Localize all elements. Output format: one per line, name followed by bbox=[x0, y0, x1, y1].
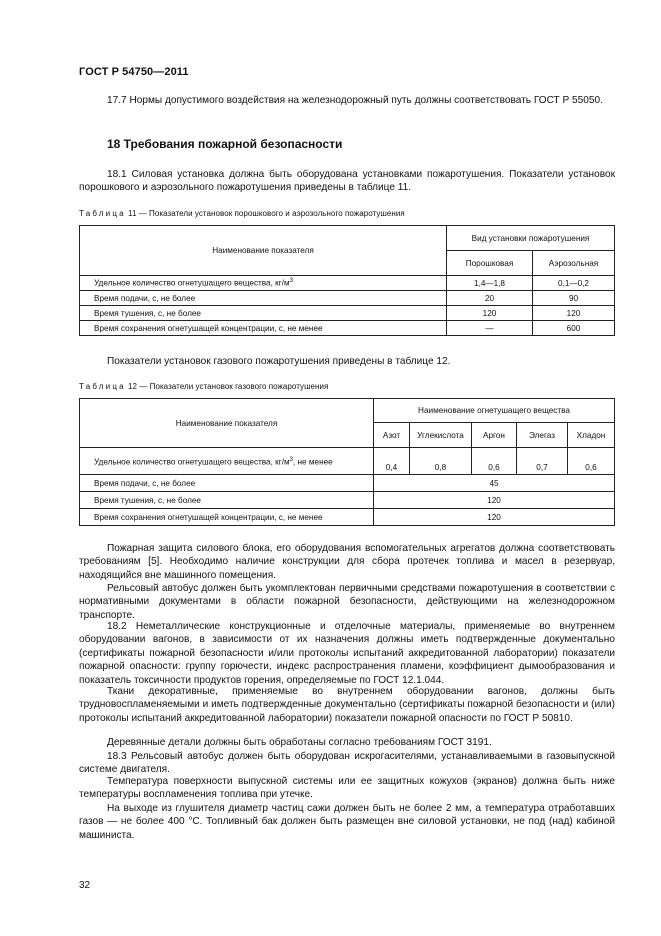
table-header-row bbox=[80, 226, 615, 251]
paragraph: Деревянные детали должны быть обработаны согласно требованиям ГОСТ 3191. bbox=[107, 737, 492, 748]
header-name: Наименование показателя bbox=[80, 226, 447, 276]
row-name: Время подачи, с, не более bbox=[80, 291, 447, 306]
caption-prefix: Таблица bbox=[79, 382, 126, 391]
table-row bbox=[80, 291, 615, 306]
paragraph: Пожарная защита силового блока, его оборудования вспомогательных агрегатов должна соответствовать требованиям [5]. Необходимо наличие конструкции для сбора протечек топлива и масел в резервуар, находящийся вне машинного помещения. bbox=[79, 543, 615, 581]
row-value: 0,6 bbox=[472, 448, 517, 475]
row-name: Время тушения, с, не более bbox=[80, 492, 374, 509]
row-value: 0,6 bbox=[568, 448, 615, 475]
row-name: Время сохранения огнетушащей концентрации, с, не менее bbox=[80, 509, 374, 526]
row-name: Удельное количество огнетушащего вещества, $кг/м^3$, не менее bbox=[80, 448, 374, 475]
row-name: Удельное количество огнетушащего вещества, $кг/м^3$ bbox=[80, 276, 447, 291]
doc-header: ГОСТ Р 54750—2011 bbox=[79, 66, 189, 78]
header-group: Вид установки пожаротушения bbox=[447, 226, 615, 251]
paragraph: 18.2 Неметаллические конструкционные и отделочные материалы, применяемые во внутреннем оборудовании вагонов, в зависимости от их назначения должны иметь подтвержденные документально (сертификаты пожарной безопасности и/или протоколы испытаний аккредитованной лаборатории) показатели пожарной опасности: группу горючести, индекс распространения пламени, коэффициент дымообразования и показатель токсичности продуктов горения, определяемые по ГОСТ 12.1.044. bbox=[79, 621, 615, 686]
caption-prefix: Таблица bbox=[79, 209, 126, 218]
row-value: 120 bbox=[374, 492, 615, 509]
paragraph: Рельсовый автобус должен быть укомплектован первичными средствами пожаротушения в соответствии с нормативными документами в области пожарной безопасности, действующими на железнодорожном транспорте. bbox=[79, 583, 615, 621]
row-value: 0,8 bbox=[410, 448, 472, 475]
table-row bbox=[80, 475, 615, 492]
table-11 bbox=[79, 225, 615, 336]
table-11-caption bbox=[79, 209, 405, 218]
table-row bbox=[80, 321, 615, 336]
caption-text: 11 — Показатели установок порошкового и аэрозольного пожаротушения bbox=[125, 209, 405, 218]
table-12 bbox=[79, 398, 615, 526]
paragraph: На выходе из глушителя диаметр частиц сажи должен быть не более 2 мм, а температура отработавших газов — не более 400 °С. Топливный бак должен быть размещен вне силовой установки, не под (над) кабиной машиниста. bbox=[79, 803, 615, 841]
header-col: Углекислота bbox=[410, 423, 472, 448]
header-group: Наименование огнетушащего вещества bbox=[374, 399, 615, 423]
row-value: 45 bbox=[374, 475, 615, 492]
header-col: Азот bbox=[374, 423, 410, 448]
header-col-powder: Порошковая bbox=[447, 251, 533, 276]
row-value: 120 bbox=[374, 509, 615, 526]
caption-text: 12 — Показатели установок газового пожаротушения bbox=[125, 382, 329, 391]
header-name: Наименование показателя bbox=[80, 399, 374, 448]
header-col: Хладон bbox=[568, 423, 615, 448]
table-row bbox=[80, 448, 615, 475]
row-value: 600 bbox=[533, 321, 615, 336]
paragraph-gas: Показатели установок газового пожаротушения приведены в таблице 12. bbox=[107, 356, 451, 367]
row-value: 20 bbox=[447, 291, 533, 306]
row-value: 0,4 bbox=[374, 448, 410, 475]
table-row bbox=[80, 509, 615, 526]
header-col-aerosol: Аэрозольная bbox=[533, 251, 615, 276]
header-col: Элегаз bbox=[517, 423, 568, 448]
paragraph-18-1: 18.1 Силовая установка должна быть оборудована установками пожаротушения. Показатели установок порошкового и аэрозольного пожаротушения приведены в таблице 11. bbox=[79, 169, 615, 194]
paragraph: 18.3 Рельсовый автобус должен быть оборудован искрогасителями, устанавливаемыми в газовыпускной системе двигателя. bbox=[79, 751, 615, 776]
row-name: Время тушения, с, не более bbox=[80, 306, 447, 321]
row-value: 90 bbox=[533, 291, 615, 306]
page-number: 32 bbox=[79, 880, 91, 891]
table-row bbox=[80, 492, 615, 509]
table-row bbox=[80, 306, 615, 321]
paragraph: Ткани декоративные, применяемые во внутреннем оборудовании вагонов, должны быть трудновоспламеняемыми и иметь подтвержденные документально (сертификаты пожарной безопасности и (или) протоколы испытаний аккредитованной лаборатории) показатели пожарной опасности по ГОСТ Р 50810. bbox=[79, 686, 615, 724]
table-header-row bbox=[80, 399, 615, 423]
table-12-caption bbox=[79, 382, 328, 391]
row-value: 0,7 bbox=[517, 448, 568, 475]
section-title: 18 Требования пожарной безопасности bbox=[107, 137, 343, 151]
paragraph-17-7: 17.7 Нормы допустимого воздействия на железнодорожный путь должны соответствовать ГОСТ Р 55050. bbox=[107, 95, 603, 106]
row-value: — bbox=[447, 321, 533, 336]
header-col: Аргон bbox=[472, 423, 517, 448]
paragraph: Температура поверхности выпускной системы или ее защитных кожухов (экранов) должна быть ниже температуры воспламенения топлива при утечке. bbox=[79, 776, 615, 801]
row-value: 120 bbox=[533, 306, 615, 321]
row-value: 0,1—0,2 bbox=[533, 276, 615, 291]
row-name: Время сохранения огнетушащей концентрации, с, не менее bbox=[80, 321, 447, 336]
row-value: 120 bbox=[447, 306, 533, 321]
table-row bbox=[80, 276, 615, 291]
row-name: Время подачи, с, не более bbox=[80, 475, 374, 492]
row-value: 1,4—1,8 bbox=[447, 276, 533, 291]
